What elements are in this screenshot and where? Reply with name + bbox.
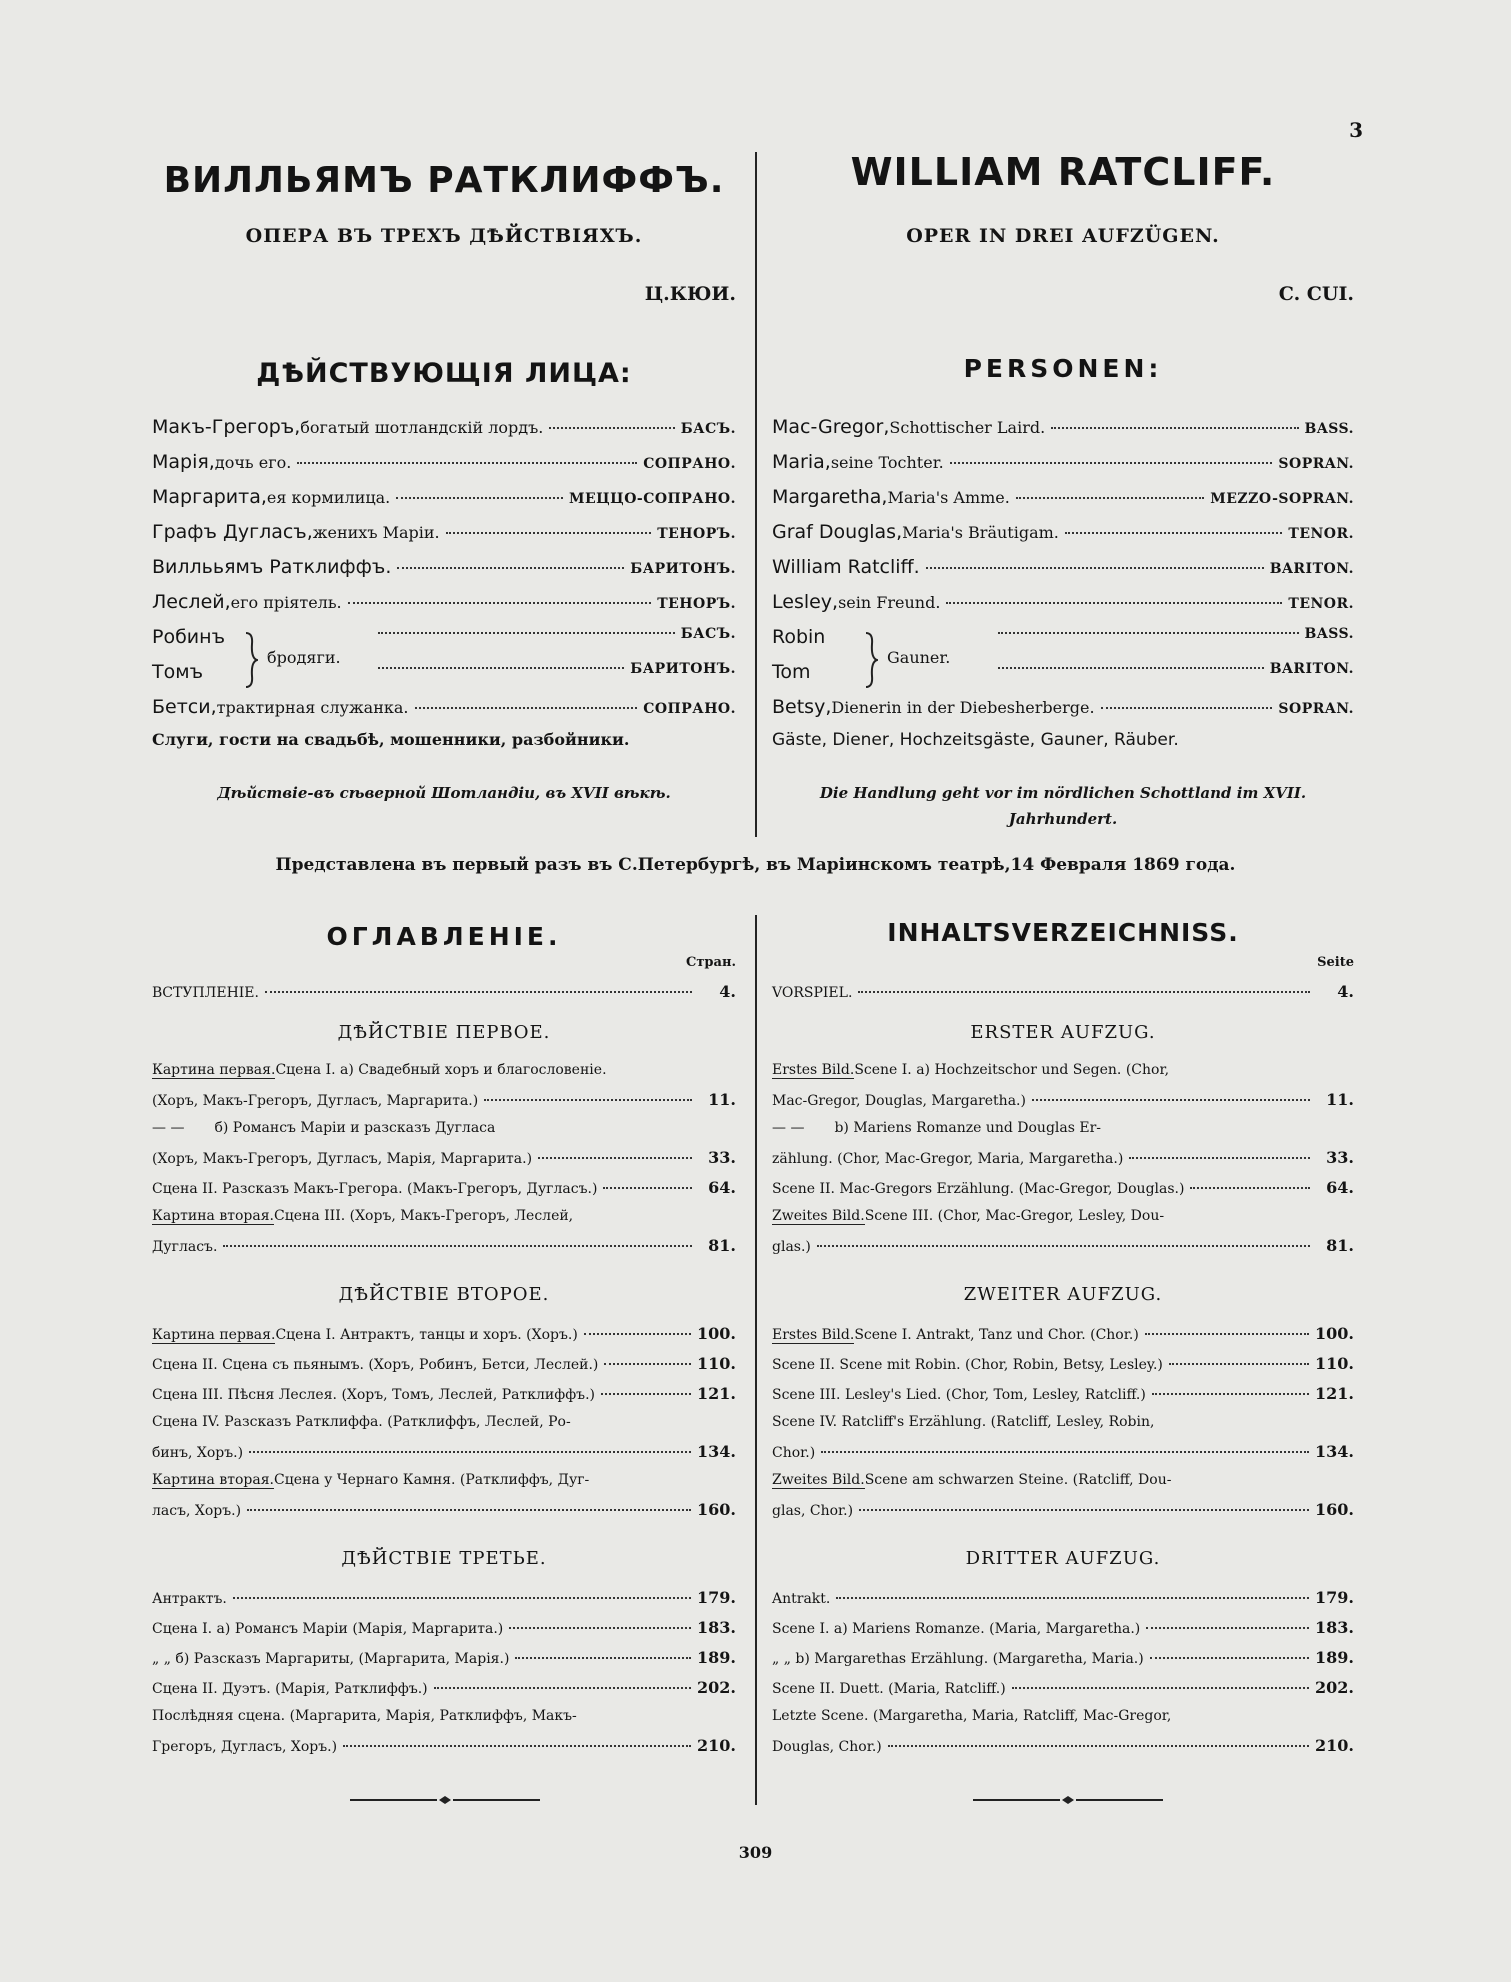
toc-row [152,1442,736,1472]
toc-row [772,1736,1354,1766]
dotted-leader [1152,1393,1309,1395]
dotted-leader [1190,1187,1310,1189]
character-name: Робинъ [152,626,225,648]
toc-page-number: 202. [1315,1678,1354,1697]
toc-page-number: 121. [1315,1384,1354,1403]
cast-list-ru [152,416,736,731]
character-name: Mac-Gregor, [772,416,890,438]
toc-entry-text: Антрактъ. [152,1591,227,1607]
toc-row [772,1354,1354,1384]
character-name: Бетси, [152,696,217,718]
toc-entry-text: Chor.) [772,1445,816,1461]
toc-entry-text: „ „ б) Разсказъ Маргариты, (Маргарита, Марія.) [152,1651,510,1667]
premiere-note: Представлена въ первый разъ въ С.Петербургѣ, въ Маріинскомъ театрѣ,14 Февраля 1869 года. [275,855,1236,875]
dotted-leader [1146,1627,1309,1629]
toc-page-number: 11. [708,1090,736,1109]
toc-row [152,982,736,1012]
voice-type: СОПРАНО. [643,701,736,717]
toc-entry-text: (Хоръ, Макъ-Грегоръ, Дугласъ, Марія, Маргарита.) [152,1151,533,1167]
dotted-leader [584,1333,691,1335]
toc-entry-text: Сцена III. (Хоръ, Макъ-Грегоръ, Леслей, [274,1208,574,1224]
ornament-divider-right [968,1795,1168,1805]
dotted-leader [434,1687,691,1689]
character-name: Томъ [152,661,203,683]
voice-type: MEZZO-SOPRAN. [1210,491,1354,507]
toc-entry-text: Scene I. a) Mariens Romanze. (Maria, Margaretha.) [772,1621,1141,1637]
toc-page-number: 134. [697,1442,736,1461]
dotted-leader [858,991,1310,993]
table-of-contents-de [772,982,1354,1766]
toc-row [772,1208,1354,1236]
dotted-leader [1101,707,1273,709]
toc-row [152,1472,736,1500]
toc-row [772,1384,1354,1414]
brace-group [152,626,736,696]
toc-page-number: 81. [1326,1236,1354,1255]
brace-voice-row [372,661,736,696]
toc-entry-text: Letzte Scene. (Margaretha, Maria, Ratcliff, Mac-Gregor, [772,1708,1172,1724]
character-name: Robin [772,626,826,648]
voice-type: БАРИТОНЪ. [630,661,736,677]
toc-heading-de: INHALTSVERZEICHNISS. [887,918,1239,947]
character-description: женихъ Маріи. [312,523,440,542]
dotted-leader [484,1099,692,1101]
toc-entry-text: Antrakt. [772,1591,831,1607]
toc-entry-text: бинъ, Хоръ.) [152,1445,244,1461]
toc-entry-text: Scene II. Mac-Gregors Erzählung. (Mac-Gregor, Douglas.) [772,1181,1185,1197]
toc-entry-text: (Хоръ, Макъ-Грегоръ, Дугласъ, Маргарита.) [152,1093,479,1109]
setting-note-ru: Дѣйствіе-въ сѣверной Шотландіи, въ XVII вѣкѣ. [217,784,671,802]
voice-type: BARITON. [1269,561,1354,577]
dotted-leader [836,1597,1309,1599]
dotted-leader [378,632,675,634]
toc-page-number: 189. [697,1648,736,1667]
dotted-leader [888,1745,1309,1747]
voice-type: МЕЦЦО-СОПРАНО. [568,491,736,507]
toc-entry-text: Scene IV. Ratcliff's Erzählung. (Ratcliff, Lesley, Robin, [772,1414,1155,1430]
toc-entry-text: Scene I. Antrakt, Tanz und Chor. (Chor.) [854,1327,1139,1343]
dotted-leader [998,632,1299,634]
toc-row [772,1678,1354,1708]
character-name: Graf Douglas, [772,521,903,543]
toc-entry-text: Дугласъ. [152,1239,218,1255]
toc-row [152,1120,736,1148]
dotted-leader [265,991,692,993]
act-heading: ДѢЙСТВІЕ ТРЕТЬЕ. [341,1548,547,1569]
cast-row [772,521,1354,556]
toc-entry-text: Сцена IV. Разсказъ Ратклиффа. (Ратклиффъ, Леслей, Ро- [152,1414,571,1430]
toc-row [772,1236,1354,1266]
toc-picture-label: Картина вторая. [152,1472,274,1488]
toc-entry-text: Scene II. Scene mit Robin. (Chor, Robin, Betsy, Lesley.) [772,1357,1163,1373]
act-heading: ZWEITER AUFZUG. [963,1284,1163,1305]
toc-row [772,1120,1354,1148]
toc-page-number: 183. [697,1618,736,1637]
toc-page-number: 4. [1337,982,1354,1001]
cast-row [152,416,736,451]
act-heading: ДѢЙСТВІЕ ПЕРВОЕ. [337,1022,551,1043]
toc-entry-text: Scene III. Lesley's Lied. (Chor, Tom, Lesley, Ratcliff.) [772,1387,1146,1403]
dotted-leader [415,707,638,709]
character-description: богатый шотландскій лордъ. [300,418,544,437]
toc-picture-label: Erstes Bild. [772,1062,855,1078]
character-name: William Ratcliff. [772,556,920,578]
toc-row [772,1472,1354,1500]
toc-heading-ru: ОГЛАВЛЕНІЕ. [326,922,562,951]
toc-page-number: 11. [1326,1090,1354,1109]
page-column-label-de: Seite [1317,955,1354,970]
act-heading: DRITTER AUFZUG. [965,1548,1161,1569]
toc-row [152,1414,736,1442]
toc-picture-label: Zweites Bild. [772,1472,865,1488]
toc-row [152,1588,736,1618]
toc-entry-text: Mac-Gregor, Douglas, Margaretha.) [772,1093,1026,1109]
toc-entry-text: Сцена у Чернаго Камня. (Ратклиффъ, Дуг- [274,1472,590,1488]
toc-page-number: 64. [708,1178,736,1197]
table-of-contents-ru [152,982,736,1766]
character-description: его пріятель. [230,593,342,612]
dotted-leader [946,602,1282,604]
toc-row [772,1414,1354,1442]
brace-voice-row [372,626,736,661]
character-name: Lesley, [772,591,839,613]
opera-subtitle-de: OPER IN DREI AUFZÜGEN. [906,225,1220,247]
character-description: seine Tochter. [830,453,944,472]
brace-voice-row [992,626,1354,661]
dotted-leader [297,462,637,464]
dotted-leader [926,567,1264,569]
brace-label: Gauner. [887,648,951,667]
toc-page-number: 189. [1315,1648,1354,1667]
dotted-leader [233,1597,691,1599]
voice-type: BARITON. [1269,661,1354,677]
brace-icon [864,632,878,688]
voice-type: БАСЪ. [680,626,736,642]
dotted-leader [998,667,1264,669]
cast-row [772,451,1354,486]
toc-page-number: 210. [1315,1736,1354,1755]
dotted-leader [549,427,674,429]
toc-page-number: 4. [719,982,736,1001]
toc-page-number: 100. [697,1324,736,1343]
dotted-leader [1169,1363,1309,1365]
cast-row [772,696,1354,731]
toc-entry-text: Грегоръ, Дугласъ, Хоръ.) [152,1739,338,1755]
toc-entry-text: Сцена I. а) Романсъ Маріи (Марія, Маргарита.) [152,1621,504,1637]
dotted-leader [396,497,563,499]
dotted-leader [1065,532,1283,534]
toc-row [152,1178,736,1208]
act-heading: ERSTER AUFZUG. [970,1022,1156,1043]
character-description: трактирная служанка. [216,698,409,717]
toc-page-number: 179. [697,1588,736,1607]
dotted-leader [223,1245,692,1247]
brace-label: бродяги. [267,648,341,667]
toc-row [152,1062,736,1090]
toc-row [152,1208,736,1236]
toc-page-number: 81. [708,1236,736,1255]
dotted-leader [817,1245,1310,1247]
toc-row [772,1324,1354,1354]
toc-page-number: 100. [1315,1324,1354,1343]
dotted-leader [1032,1099,1310,1101]
toc-row [772,1500,1354,1530]
toc-row [152,1354,736,1384]
toc-page-number: 183. [1315,1618,1354,1637]
toc-entry-text: Сцена III. Пѣсня Леслея. (Хоръ, Томъ, Леслей, Ратклиффъ.) [152,1387,595,1403]
toc-page-number: 110. [697,1354,736,1373]
character-name: Margaretha, [772,486,888,508]
toc-picture-label: Картина вторая. [152,1208,274,1224]
composer-ru: Ц.КЮИ. [644,283,736,305]
dotted-leader [348,602,652,604]
voice-type: ТЕНОРЪ. [657,596,736,612]
toc-row [152,1500,736,1530]
toc-row [152,1236,736,1266]
voice-type: БАРИТОНЪ. [630,561,736,577]
toc-entry-text: Сцена I. Антрактъ, танцы и хоръ. (Хоръ.) [275,1327,578,1343]
toc-entry-text: Scene am schwarzen Steine. (Ratcliff, Dou- [864,1472,1172,1488]
page-column-label-ru: Стран. [686,955,736,970]
toc-entry-text: Scene I. a) Hochzeitschor und Segen. (Chor, [854,1062,1170,1078]
toc-entry-text: „ „ b) Margarethas Erzählung. (Margaretha, Maria.) [772,1651,1144,1667]
toc-row [152,1736,736,1766]
toc-page-number: 33. [1326,1148,1354,1167]
cast-row [152,556,736,591]
toc-row [772,1588,1354,1618]
dotted-leader [604,1363,691,1365]
cast-row [772,556,1354,591]
toc-entry-text: Scene III. (Chor, Mac-Gregor, Lesley, Dou- [864,1208,1165,1224]
toc-picture-label: Картина первая. [152,1062,276,1078]
dotted-leader [515,1657,691,1659]
toc-entry-text: Douglas, Chor.) [772,1739,882,1755]
character-description: Maria's Amme. [887,488,1010,507]
other-characters-de: Gäste, Diener, Hochzeitsgäste, Gauner, Räuber. [772,730,1179,750]
toc-entry-text: b) Mariens Romanze und Douglas Er- [834,1120,1102,1136]
other-characters-ru: Слуги, гости на свадьбѣ, мошенники, разбойники. [152,730,630,749]
toc-row [772,1090,1354,1120]
toc-entry-text: Scene II. Duett. (Maria, Ratcliff.) [772,1681,1006,1697]
cast-row [772,416,1354,451]
cast-row [152,486,736,521]
toc-row [152,1648,736,1678]
brace-voice-row [992,661,1354,696]
toc-row [152,1384,736,1414]
folio-number: 309 [738,1843,773,1862]
dotted-leader [1129,1157,1310,1159]
character-name: Маргарита, [152,486,267,508]
character-description: ея кормилица. [266,488,391,507]
character-description: Schottischer Laird. [889,418,1046,437]
voice-type: БАСЪ. [680,421,736,437]
setting-note-de: Die Handlung geht vor im nördlichen Schottland im XVII. Jahrhundert. [819,784,1307,828]
toc-entry-text: zählung. (Chor, Mac-Gregor, Maria, Margaretha.) [772,1151,1124,1167]
voice-type: BASS. [1304,626,1354,642]
toc-page-number: 202. [697,1678,736,1697]
toc-row [152,1090,736,1120]
dotted-leader [538,1157,692,1159]
toc-entry-text: Сцена II. Дуэтъ. (Марія, Ратклиффъ.) [152,1681,428,1697]
toc-row [772,1648,1354,1678]
toc-row [772,1178,1354,1208]
toc-entry-text: ВСТУПЛЕНІЕ. [152,985,259,1001]
character-name: Betsy, [772,696,832,718]
toc-row [152,1678,736,1708]
toc-page-number: 160. [697,1500,736,1519]
dotted-leader [247,1509,691,1511]
dotted-leader [378,667,624,669]
cast-heading-de: PERSONEN: [963,354,1163,383]
toc-page-number: 33. [708,1148,736,1167]
voice-type: ТЕНОРЪ. [657,526,736,542]
toc-entry-text: glas, Chor.) [772,1503,854,1519]
voice-type: BASS. [1304,421,1354,437]
character-description: sein Freund. [838,593,941,612]
dotted-leader [821,1451,1309,1453]
dotted-leader [1012,1687,1309,1689]
column-divider-bottom [755,915,757,1805]
dotted-leader [1145,1333,1309,1335]
dotted-leader [1016,497,1204,499]
toc-row [152,1618,736,1648]
toc-row [772,1708,1354,1736]
toc-page-number: 110. [1315,1354,1354,1373]
character-name: Tom [772,661,811,683]
voice-type: SOPRAN. [1278,701,1354,717]
character-name: Марія, [152,451,215,473]
dotted-leader [950,462,1273,464]
toc-page-number: 121. [697,1384,736,1403]
toc-entry-text: Сцена I. а) Свадебный хоръ и благословеніе. [275,1062,607,1078]
cast-heading-ru: ДѢЙСТВУЮЩІЯ ЛИЦА: [256,358,632,389]
column-divider-top [755,152,757,837]
cast-row [152,451,736,486]
character-name: Макъ-Грегоръ, [152,416,301,438]
opera-title-de: WILLIAM RATCLIFF. [850,150,1276,194]
character-name: Maria, [772,451,831,473]
toc-page-number: 179. [1315,1588,1354,1607]
voice-type: SOPRAN. [1278,456,1354,472]
character-description: Dienerin in der Diebesherberge. [831,698,1095,717]
toc-row [772,1148,1354,1178]
toc-entry-text: Сцена II. Разсказъ Макъ-Грегора. (Макъ-Грегоръ, Дугласъ.) [152,1181,598,1197]
dotted-leader [249,1451,691,1453]
cast-row [772,591,1354,626]
toc-entry-text: VORSPIEL. [772,985,853,1001]
toc-dash: — — [152,1120,185,1136]
toc-picture-label: Картина первая. [152,1327,276,1343]
dotted-leader [397,567,624,569]
character-name: Виллььямъ Ратклиффъ. [152,556,392,578]
toc-row [152,1148,736,1178]
toc-page-number: 210. [697,1736,736,1755]
toc-entry-text: б) Романсъ Маріи и разсказъ Дугласа [214,1120,496,1136]
cast-list-de [772,416,1354,731]
character-description: Maria's Bräutigam. [902,523,1059,542]
cast-row [152,521,736,556]
toc-entry-text: glas.) [772,1239,811,1255]
toc-row [772,1442,1354,1472]
voice-type: СОПРАНО. [643,456,736,472]
toc-dash: — — [772,1120,805,1136]
voice-type: TENOR. [1288,596,1354,612]
dotted-leader [446,532,652,534]
character-description: дочь его. [214,453,292,472]
opera-title-ru: ВИЛЛЬЯМЪ РАТКЛИФФЪ. [163,160,725,201]
toc-picture-label: Erstes Bild. [772,1327,855,1343]
cast-row [152,696,736,731]
voice-type: TENOR. [1288,526,1354,542]
character-name: Леслей, [152,591,231,613]
toc-row [772,1062,1354,1090]
toc-row [152,1708,736,1736]
dotted-leader [601,1393,691,1395]
toc-row [772,982,1354,1012]
brace-group [772,626,1354,696]
toc-entry-text: Сцена II. Сцена съ пьянымъ. (Хоръ, Робинъ, Бетси, Леслей.) [152,1357,599,1373]
toc-row [772,1618,1354,1648]
page-number: 3 [1349,118,1363,142]
toc-page-number: 64. [1326,1178,1354,1197]
dotted-leader [509,1627,691,1629]
dotted-leader [343,1745,691,1747]
toc-picture-label: Zweites Bild. [772,1208,865,1224]
character-name: Графъ Дугласъ, [152,521,313,543]
cast-row [772,486,1354,521]
dotted-leader [1150,1657,1309,1659]
ornament-divider-left [345,1795,545,1805]
toc-entry-text: ласъ, Хоръ.) [152,1503,242,1519]
dotted-leader [859,1509,1309,1511]
toc-page-number: 134. [1315,1442,1354,1461]
toc-entry-text: Послѣдняя сцена. (Маргарита, Марія, Ратклиффъ, Макъ- [152,1708,577,1724]
toc-row [152,1324,736,1354]
act-heading: ДѢЙСТВІЕ ВТОРОЕ. [338,1284,550,1305]
dotted-leader [1051,427,1298,429]
composer-de: C. CUI. [1278,283,1354,305]
toc-page-number: 160. [1315,1500,1354,1519]
opera-subtitle-ru: ОПЕРА ВЪ ТРЕХЪ ДѢЙСТВІЯХЪ. [245,225,643,247]
dotted-leader [603,1187,692,1189]
cast-row [152,591,736,626]
brace-icon [244,632,258,688]
